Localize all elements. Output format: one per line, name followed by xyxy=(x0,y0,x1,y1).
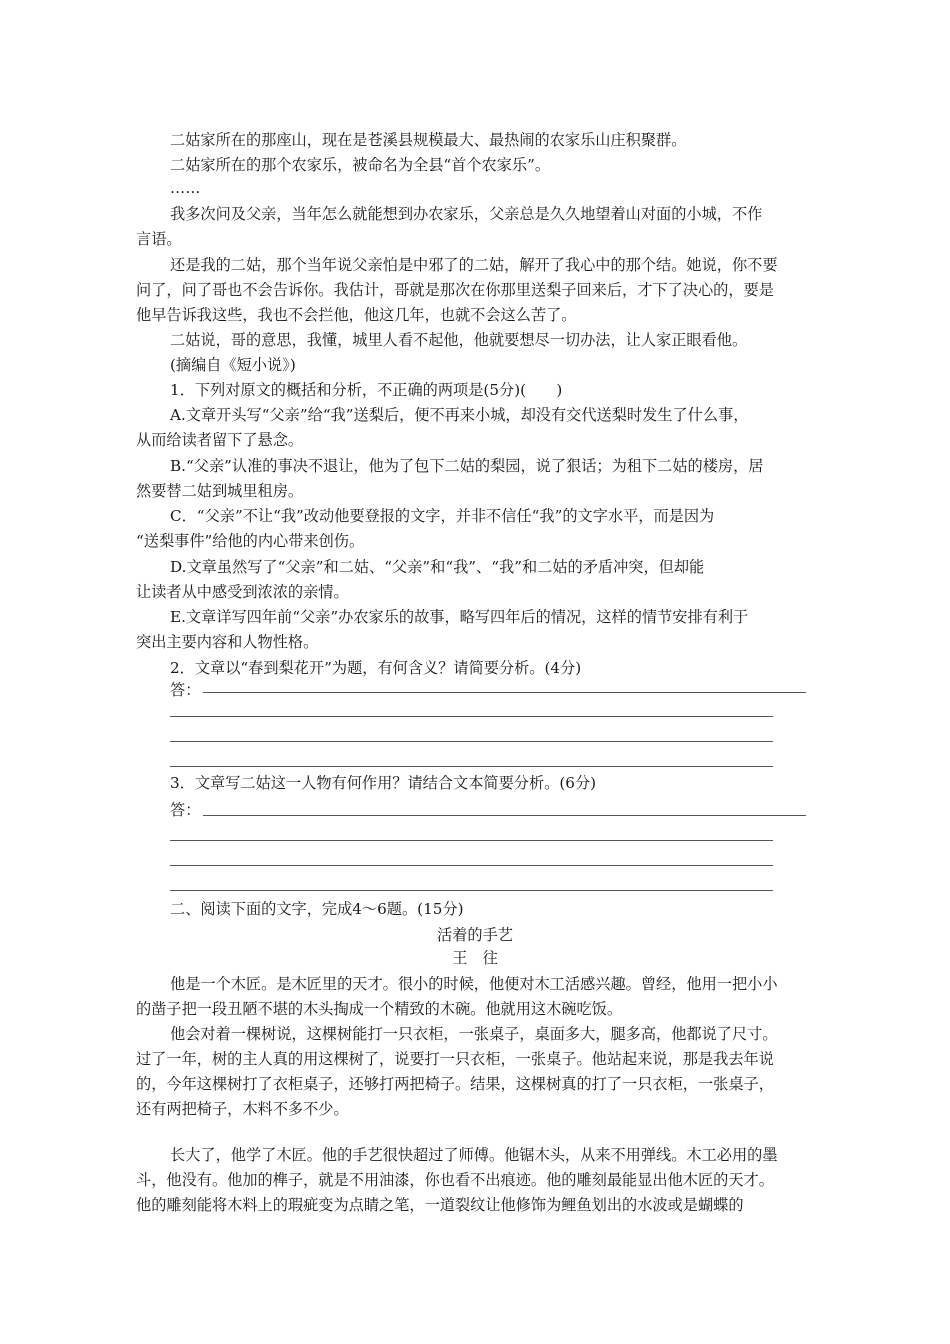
story-line: 还有两把椅子，木料不多不少。 xyxy=(136,1100,349,1118)
answer-label: 答： xyxy=(170,801,201,819)
option-b-line: B.“父亲”认准的事决不退让，他为了包下二姑的梨园，说了狠话；为租下二姑的楼房，居 xyxy=(170,457,764,475)
passage-line: 二姑家所在的那座山，现在是苍溪县规模最大、最热闹的农家乐山庄积聚群。 xyxy=(170,131,687,149)
answer-line[interactable] xyxy=(170,741,773,742)
option-b-line: 然要替二姑到城里租房。 xyxy=(136,482,304,500)
story-line: 斗，他没有。他加的榫子，就是不用油漆，你也看不出痕迹。他的雕刻最能显出他木匠的天才。 xyxy=(136,1171,774,1189)
story-line: 长大了，他学了木匠。他的手艺很快超过了师傅。他锯木头，从来不用弹线。木工必用的墨 xyxy=(170,1146,778,1164)
passage-line: 言语。 xyxy=(136,230,182,248)
answer-line[interactable] xyxy=(170,840,773,841)
option-c-line: C．“父亲”不让“我”改动他要登报的文字，并非不信任“我”的文字水平，而是因为 xyxy=(170,507,715,525)
story-line: 的凿子把一段丑陋不堪的木头掏成一个精致的木碗。他就用这木碗吃饭。 xyxy=(136,1000,622,1018)
answer-line[interactable] xyxy=(170,890,773,891)
story-title: 活着的手艺 xyxy=(437,926,513,944)
answer-line[interactable] xyxy=(170,716,773,717)
ellipsis-line: …… xyxy=(170,179,201,197)
passage-line: 他早告诉我这些，我也不会拦他，他这几年，也就不会这么苦了。 xyxy=(136,306,577,324)
passage-line: 还是我的二姑，那个当年说父亲怕是中邪了的二姑，解开了我心中的那个结。她说，你不要 xyxy=(170,256,778,274)
question-2-stem: 2．文章以“春到梨花开”为题，有何含义？请简要分析。(4分) xyxy=(170,659,582,677)
answer-line[interactable] xyxy=(170,865,773,866)
option-e-line: 突出主要内容和人物性格。 xyxy=(136,633,319,651)
story-line: 他会对着一棵树说，这棵树能打一只衣柜，一张桌子，桌面多大，腿多高，他都说了尺寸。 xyxy=(170,1025,778,1043)
story-line: 他的雕刻能将木料上的瑕疵变为点睛之笔，一道裂纹让他修饰为鲤鱼划出的水波或是蝴蝶的 xyxy=(136,1196,744,1214)
story-line: 的，今年这棵树打了衣柜桌子，还够打两把椅子。结果，这棵树真的打了一只衣柜，一张桌子， xyxy=(136,1075,774,1093)
answer-line[interactable] xyxy=(203,815,806,816)
passage-line: 我多次问及父亲，当年怎么就能想到办农家乐，父亲总是久久地望着山对面的小城，不作 xyxy=(170,205,763,223)
option-d-line: 让读者从中感受到浓浓的亲情。 xyxy=(136,583,349,601)
story-line: 过了一年，树的主人真的用这棵树了，说要打一只衣柜，一张桌子。他站起来说，那是我去年说 xyxy=(136,1050,774,1068)
answer-line[interactable] xyxy=(170,766,773,767)
passage-line: 二姑家所在的那个农家乐，被命名为全县“首个农家乐”。 xyxy=(170,156,551,174)
story-author: 王 往 xyxy=(452,949,498,967)
source-note: (摘编自《短小说》) xyxy=(170,356,296,374)
question-3-stem: 3．文章写二姑这一人物有何作用？请结合文本简要分析。(6分) xyxy=(170,774,597,792)
option-a-line: A.文章开头写“父亲”给“我”送梨后，便不再来小城，却没有交代送梨时发生了什么事， xyxy=(170,406,749,424)
story-line: 他是一个木匠。是木匠里的天才。很小的时候，他便对木工活感兴趣。曾经，他用一把小小 xyxy=(170,975,778,993)
question-1-stem: 1．下列对原文的概括和分析，不正确的两项是(5分)( ) xyxy=(170,381,563,399)
passage-line: 问了，问了哥也不会告诉你。我估计，哥就是那次在你那里送梨子回来后，才下了决心的，要是 xyxy=(136,281,774,299)
answer-label: 答： xyxy=(170,681,201,699)
option-d-line: D.文章虽然写了“父亲”和二姑、“父亲”和“我”、“我”和二姑的矛盾冲突，但却能 xyxy=(170,558,705,576)
option-c-line: “送梨事件”给他的内心带来创伤。 xyxy=(136,532,365,550)
passage-line: 二姑说，哥的意思，我懂，城里人看不起他，他就要想尽一切办法，让人家正眼看他。 xyxy=(170,331,748,349)
answer-line[interactable] xyxy=(203,692,806,693)
section-heading: 二、阅读下面的文字，完成4～6题。(15分) xyxy=(170,900,464,918)
option-a-line: 从而给读者留下了悬念。 xyxy=(136,431,304,449)
option-e-line: E.文章详写四年前“父亲”办农家乐的故事，略写四年后的情况，这样的情节安排有利于 xyxy=(170,608,749,626)
